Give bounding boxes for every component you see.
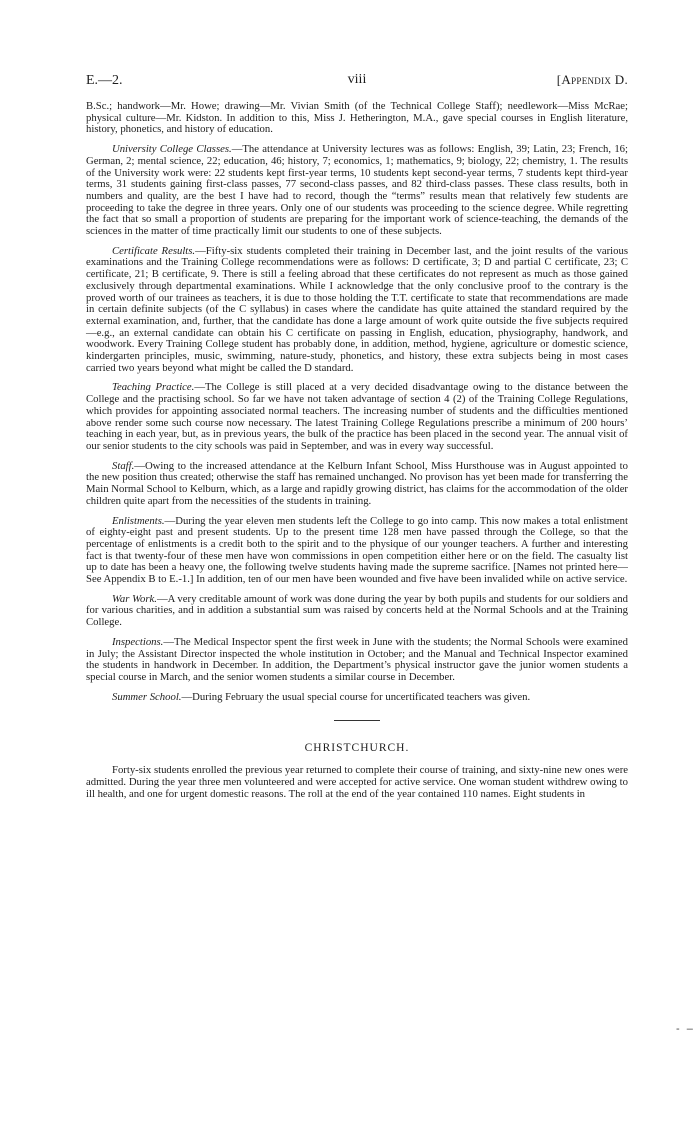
paragraph-heading: War Work. [112, 592, 157, 605]
paragraph-university-classes [86, 144, 628, 238]
paragraph-text: —The College is still placed at a very decided disadvantage owing to the distance between the College and the practising school. So far we have not taken advantage of section 4 (2) of the Training College Regulations, which provides for appointing associated normal teachers. The increasing number of students and the difficulties mentioned above render some such course now necessary. The latest Training College Regulations prescribe a minimum of 200 hours’ teaching in each year, but, as in previous years, the bulk of the practice has been placed in the second year. The annual visit of our senior students to the city schools was paid in September, and was in every way successful. [86, 381, 628, 452]
paragraph-text: —During the year eleven men students left the College to go into camp. This now makes a total enlistment of eighty-eight past and present students. Up to the present time 128 men have passed through the College, so that the percentage of enlistments is a credit both to the spirit and to the physique of our younger teachers. A further and interesting fact is that twenty-four of these men have won commissions in open competition either here or on the field. The casualty list up to date has been a heavy one, the following twelve students having made the supreme sacrifice. [Names not printed here—See Appendix B to E.-1.] In addition, ten of our men have been wounded and five have been invalided while on active service. [86, 514, 628, 586]
paragraph-war-work [86, 594, 628, 629]
paragraph-heading: Inspections. [112, 635, 164, 648]
section-divider [334, 720, 380, 721]
paragraph-enlistments [86, 516, 628, 586]
paragraph-text: —During February the usual special course for uncertificated teachers was given. [181, 690, 531, 703]
paragraph-christchurch-intro [86, 765, 628, 800]
running-head [86, 72, 628, 92]
paragraph-heading: Enlistments. [112, 514, 165, 527]
paragraph-summer-school [86, 692, 628, 704]
paragraph-heading: Summer School. [112, 690, 182, 703]
paragraph-heading: University College Classes. [112, 143, 232, 156]
paragraph-text: —A very creditable amount of work was done during the year by both pupils and students for our soldiers and for various charities, and in addition a substantial sum was raised by concerts held at the Normal Schools and at the Training College. [86, 592, 628, 629]
paragraph-heading: Teaching Practice. [112, 381, 195, 394]
report-code: E.—2. [86, 73, 123, 88]
paragraph-text: —Fifty-six students completed their training in December last, and the joint results of the various examinations and the Training College recommendations were as follows: D certificate, 3; D and partial C certificate, 23; C certificate, 21; B certificate, 9. There is still a feeling abroad that these certificates do not represent as much as those gained exclusively through departmental examinations. While I acknowledge that the only conclusive proof to the contrary is the proved worth of our trainees as teachers, it is due to those holding the T.T. certificate to state that recommendations are made in certain definite subjects (of the C syllabus) in cases where the candidate has quite attained the standard required by the external examination, and, further, that the candidate has done a large amount of work quite outside the five subjects required—e.g., an external candidate can obtain his C certificate on passing in English, education, physiography, handwork, and woodwork. Every Training College student has probably done, in addition, method, hygiene, agriculture or domestic science, kindergarten principles, music, swimming, nature-study, phonetics, and history, these extra subjects being in most cases carried two years beyond what might be called the D standard. [86, 244, 628, 374]
paragraph-text: Forty-six students enrolled the previous year returned to complete their course of training, and sixty-nine new ones were admitted. During the year three men volunteered and were accepted for active service. One woman student withdrew owing to ill health, and one for urgent domestic reasons. The roll at the end of the year contained 110 names. Eight students in [86, 764, 628, 800]
paragraph-text: B.Sc.; handwork—Mr. Howe; drawing—Mr. Vivian Smith (of the Technical College Staff); needlework—Miss McRae; physical culture—Mr. Kidston. In addition to this, Miss J. Hetherington, M.A., gave special courses in English literature, history, phonetics, and history of education. [86, 100, 628, 136]
paragraph-staff [86, 461, 628, 508]
section-title-christchurch: CHRISTCHURCH. [304, 742, 410, 755]
paragraph-teaching-practice [86, 382, 628, 452]
margin-mark: - – [676, 1023, 695, 1035]
paragraph-heading: Staff. [112, 459, 135, 472]
document-page [86, 72, 628, 808]
paragraph-text: —The Medical Inspector spent the first week in June with the students; the Normal Schools were examined in July; the Assistant Director inspected the whole institution in October; and the Manual and Technical Inspector examined the students in handwork in December. In addition, the Department’s physical instructor gave the junior women students a special course in March, and the senior women students a similar course in December. [86, 635, 628, 683]
page-number: viii [347, 72, 367, 87]
paragraph-text: —Owing to the increased attendance at the Kelburn Infant School, Miss Hursthouse was in August appointed to the new position thus created; otherwise the staff has remained unchanged. No provison has yet been made for transferring the Main Normal School to Kelburn, which, as a large and rapidly growing district, has claims for the accommodation of the older children quite apart from the necessities of the students in training. [86, 459, 628, 507]
paragraph-heading: Certificate Results. [112, 244, 196, 257]
appendix-label: [Appendix D. [556, 72, 628, 87]
paragraph-inspections [86, 637, 628, 684]
paragraph-text: —The attendance at University lectures was as follows: English, 39; Latin, 23; French, 16; German, 2; mental science, 22; education, 46; history, 7; economics, 1; mathematics, 9; biology, 22; chemistry, 1. The results of the University work were: 22 students kept first-year terms, 10 students kept second-year terms, 7 students kept third-year terms, 31 students gaining first-class passes, 77 second-class passes, and 82 third-class passes. These class results, both in numbers and quality, are the best I have had to record, though the “terms” results mean that relatively few students are proceeding to take the degree in three years. Only one of our students was proceeding to the science degree. While regretting the fact that so small a proportion of students are preparing for the important work of science-teaching, the demands of the sciences in the matter of time practically limit our students to one of these subjects. [86, 143, 628, 238]
paragraph-certificate-results [86, 246, 628, 375]
paragraph-staff-list [86, 101, 628, 136]
